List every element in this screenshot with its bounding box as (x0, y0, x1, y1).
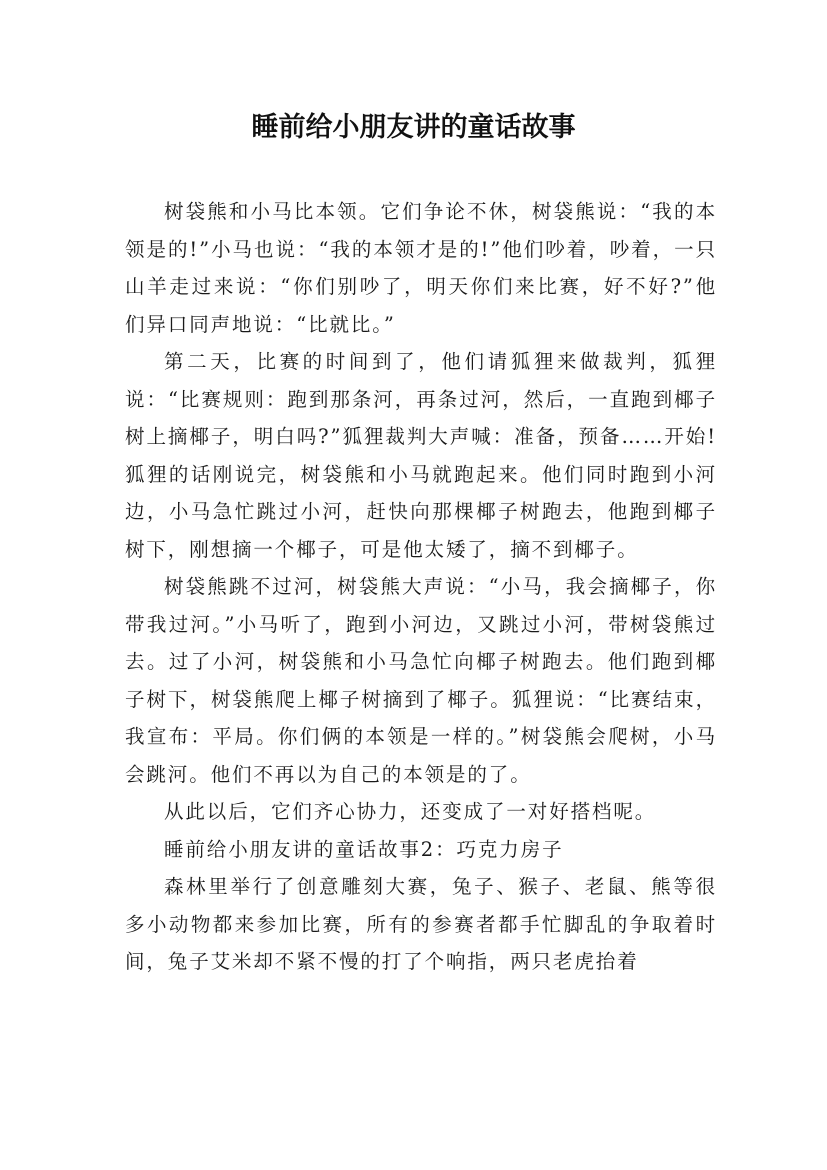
document-body (125, 193, 717, 981)
document-title: 睡前给小朋友讲的童话故事 (251, 112, 576, 143)
paragraph: 第二天，比赛的时间到了，他们请狐狸来做裁判，狐狸说：“比赛规则：跑到那条河，再条过河，然后，一直跑到椰子树上摘椰子，明白吗?”狐狸裁判大声喊：准备，预备……开始!狐狸的话刚说完，树袋熊和小马就跑起来。他们同时跑到小河边，小马急忙跳过小河，赶快向那棵椰子树跑去，他跑到椰子树下，刚想摘一个椰子，可是他太矮了，摘不到椰子。 (125, 350, 717, 561)
paragraph: 从此以后，它们齐心协力，还变成了一对好搭档呢。 (164, 800, 657, 823)
paragraph: 树袋熊跳不过河，树袋熊大声说：“小马，我会摘椰子，你带我过河。”小马听了，跑到小河边，又跳过小河，带树袋熊过去。过了小河，树袋熊和小马急忙向椰子树跑去。他们跑到椰子树下，树袋熊爬上椰子树摘到了椰子。狐狸说：“比赛结束，我宣布：平局。你们俩的本领是一样的。”树袋熊会爬树，小马会跳河。他们不再以为自己的本领是的了。 (125, 575, 717, 786)
paragraph: 森林里举行了创意雕刻大赛，兔子、猴子、老鼠、熊等很多小动物都来参加比赛，所有的参赛者都手忙脚乱的争取着时间，兔子艾米却不紧不慢的打了个响指，两只老虎抬着 (125, 875, 717, 973)
section-heading: 睡前给小朋友讲的童话故事2：巧克力房子 (164, 837, 564, 861)
paragraph: 树袋熊和小马比本领。它们争论不休，树袋熊说：“我的本领是的!”小马也说：“我的本领才是的!”他们吵着，吵着，一只山羊走过来说：“你们别吵了，明天你们来比赛，好不好?”他们异口同声地说：“比就比。” (125, 200, 717, 336)
